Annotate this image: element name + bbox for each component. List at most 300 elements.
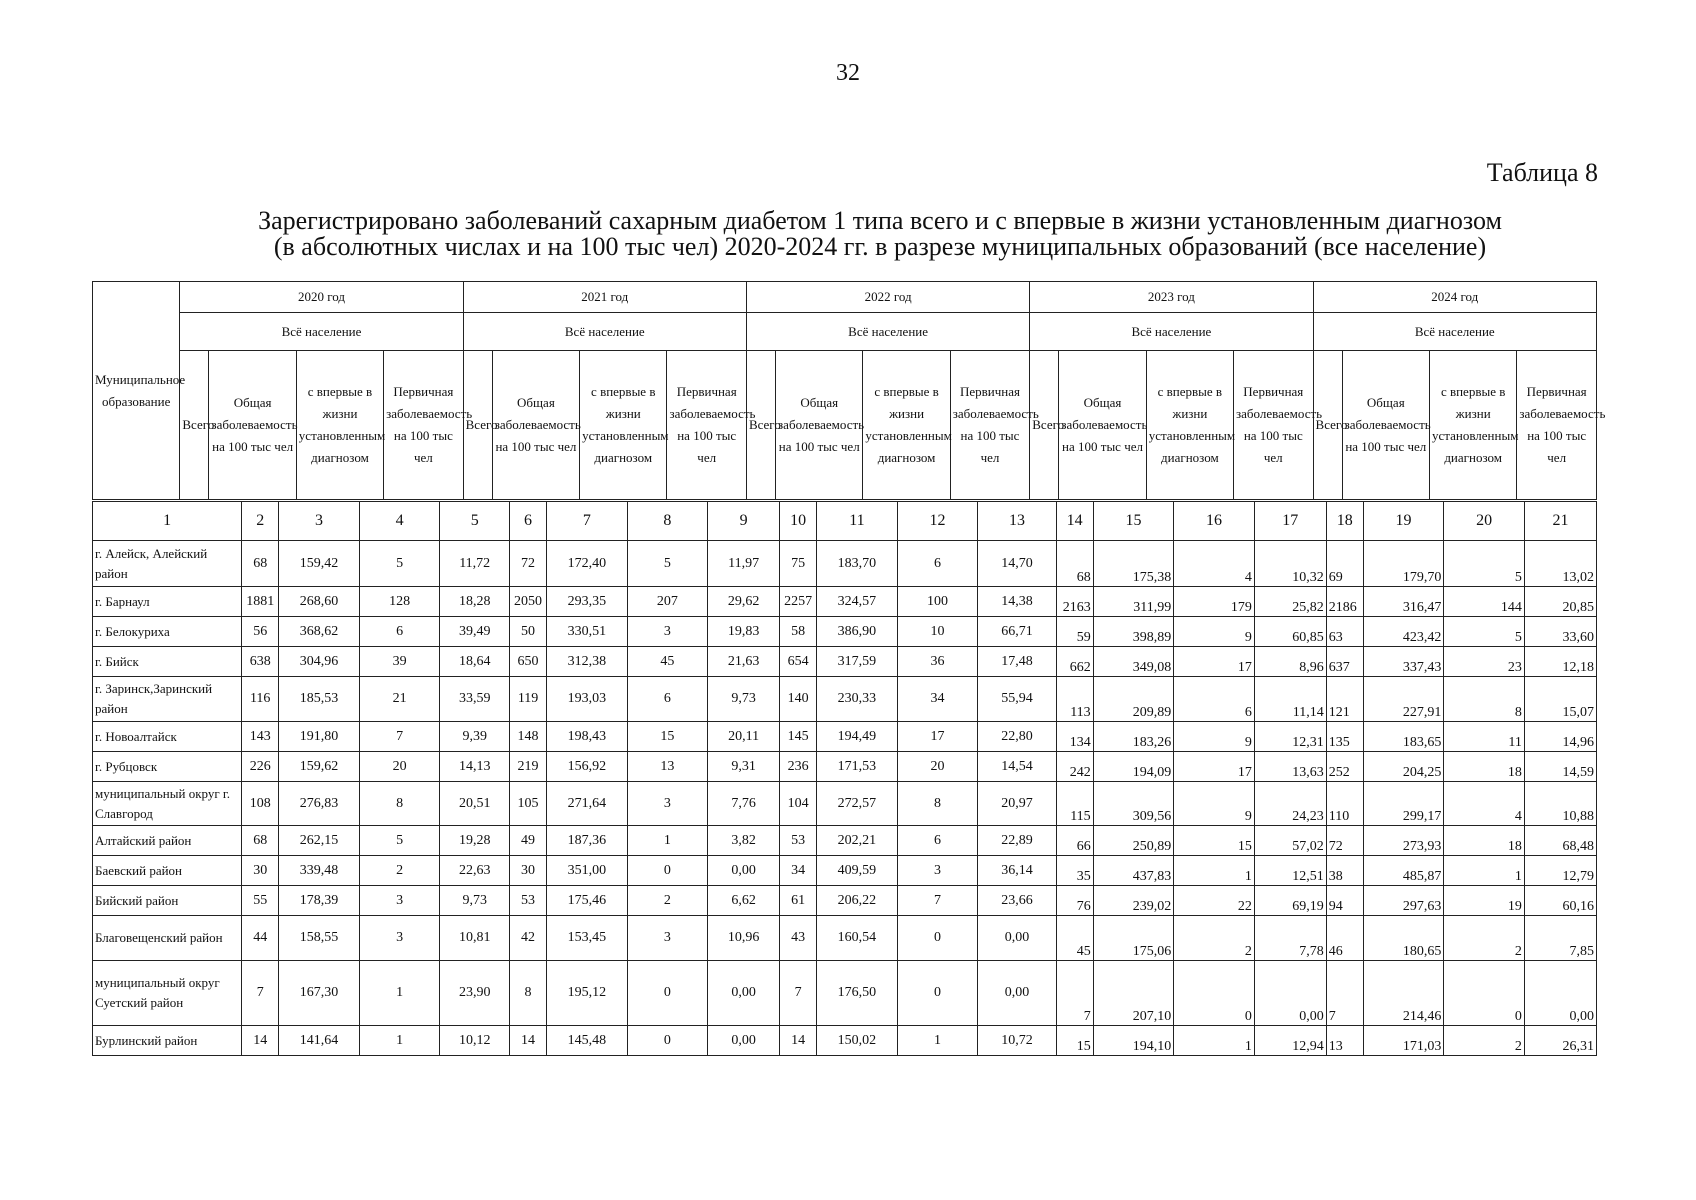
column-number: 21 xyxy=(1524,502,1596,541)
table-cell: 29,62 xyxy=(708,587,780,617)
table-row xyxy=(93,541,1597,587)
title-line-1: Зарегистрировано заболеваний сахарным диабетом 1 типа всего и с впервые в жизни установленным диагнозом xyxy=(258,206,1502,235)
table-cell: 202,21 xyxy=(817,826,898,856)
table-cell: 21 xyxy=(359,677,440,722)
header-population-row xyxy=(93,313,1597,351)
table-cell: 145 xyxy=(780,722,817,752)
column-number: 2 xyxy=(242,502,279,541)
table-cell: 206,22 xyxy=(817,886,898,916)
municipality-name: муниципальный округ г. Славгород xyxy=(93,782,242,826)
header-subcolumn: Первичная заболеваемость на 100 тыс чел xyxy=(1234,351,1314,500)
table-cell: 68,48 xyxy=(1524,826,1596,856)
header-year: 2020 год xyxy=(180,282,463,313)
table-cell: 143 xyxy=(242,722,279,752)
table-cell: 198,43 xyxy=(547,722,628,752)
table-cell: 317,59 xyxy=(817,647,898,677)
table-cell: 276,83 xyxy=(279,782,360,826)
table-cell: 18,64 xyxy=(440,647,510,677)
table-cell: 45 xyxy=(627,647,708,677)
header-year: 2021 год xyxy=(463,282,746,313)
table-cell: 22 xyxy=(1174,886,1255,916)
table-cell: 14 xyxy=(242,1026,279,1056)
table-cell: 9 xyxy=(1174,722,1255,752)
table-cell: 650 xyxy=(510,647,547,677)
column-number: 13 xyxy=(978,502,1056,541)
table-cell: 17,48 xyxy=(978,647,1056,677)
table-cell: 36 xyxy=(897,647,978,677)
table-cell: 194,09 xyxy=(1093,752,1174,782)
table-cell: 14,70 xyxy=(978,541,1056,587)
table-cell: 59 xyxy=(1056,617,1093,647)
table-cell: 183,26 xyxy=(1093,722,1174,752)
table-cell: 19,28 xyxy=(440,826,510,856)
table-row xyxy=(93,856,1597,886)
table-cell: 179,70 xyxy=(1363,541,1444,587)
table-cell: 312,38 xyxy=(547,647,628,677)
table-cell: 12,79 xyxy=(1524,856,1596,886)
header-subcolumn: с впервые в жизни установленным диагнозом xyxy=(580,351,667,500)
table-cell: 386,90 xyxy=(817,617,898,647)
table-cell: 304,96 xyxy=(279,647,360,677)
table-cell: 115 xyxy=(1056,782,1093,826)
table-cell: 108 xyxy=(242,782,279,826)
header-year: 2023 год xyxy=(1030,282,1313,313)
table-cell: 11,97 xyxy=(708,541,780,587)
table-cell: 250,89 xyxy=(1093,826,1174,856)
table-cell: 7 xyxy=(242,961,279,1026)
table-cell: 10,96 xyxy=(708,916,780,961)
table-cell: 175,06 xyxy=(1093,916,1174,961)
column-number-row xyxy=(93,502,1597,541)
table-cell: 14,96 xyxy=(1524,722,1596,752)
municipality-name: г. Белокуриха xyxy=(93,617,242,647)
page-number: 32 xyxy=(836,60,860,86)
table-cell: 349,08 xyxy=(1093,647,1174,677)
table-cell: 76 xyxy=(1056,886,1093,916)
table-cell: 437,83 xyxy=(1093,856,1174,886)
table-title xyxy=(150,208,1610,260)
table-cell: 56 xyxy=(242,617,279,647)
column-number: 18 xyxy=(1326,502,1363,541)
table-cell: 49 xyxy=(510,826,547,856)
table-row xyxy=(93,722,1597,752)
header-population: Всё население xyxy=(746,313,1029,351)
table-cell: 2 xyxy=(359,856,440,886)
table-label: Таблица 8 xyxy=(1486,158,1598,187)
data-table xyxy=(92,501,1597,1056)
table-cell: 3 xyxy=(359,886,440,916)
table-cell: 230,33 xyxy=(817,677,898,722)
table-row xyxy=(93,587,1597,617)
table-cell: 368,62 xyxy=(279,617,360,647)
table-cell: 15 xyxy=(1174,826,1255,856)
table-cell: 30 xyxy=(510,856,547,886)
municipality-name: Благовещенский район xyxy=(93,916,242,961)
table-cell: 110 xyxy=(1326,782,1363,826)
header-population: Всё население xyxy=(1030,313,1313,351)
table-cell: 134 xyxy=(1056,722,1093,752)
column-number: 16 xyxy=(1174,502,1255,541)
table-cell: 63 xyxy=(1326,617,1363,647)
table-cell: 272,57 xyxy=(817,782,898,826)
table-cell: 8,96 xyxy=(1254,647,1326,677)
table-cell: 19 xyxy=(1444,886,1525,916)
table-cell: 12,18 xyxy=(1524,647,1596,677)
table-cell: 662 xyxy=(1056,647,1093,677)
table-row xyxy=(93,1026,1597,1056)
column-number: 7 xyxy=(547,502,628,541)
table-cell: 1 xyxy=(1174,1026,1255,1056)
table-cell: 204,25 xyxy=(1363,752,1444,782)
table-cell: 26,31 xyxy=(1524,1026,1596,1056)
table-cell: 5 xyxy=(1444,541,1525,587)
table-cell: 2 xyxy=(1444,1026,1525,1056)
table-cell: 55 xyxy=(242,886,279,916)
table-cell: 20 xyxy=(359,752,440,782)
table-cell: 0,00 xyxy=(1254,961,1326,1026)
table-cell: 214,46 xyxy=(1363,961,1444,1026)
municipality-name: Бийский район xyxy=(93,886,242,916)
table-cell: 12,94 xyxy=(1254,1026,1326,1056)
table-cell: 0 xyxy=(627,1026,708,1056)
table-cell: 268,60 xyxy=(279,587,360,617)
table-cell: 339,48 xyxy=(279,856,360,886)
table-cell: 0 xyxy=(1174,961,1255,1026)
table-cell: 22,89 xyxy=(978,826,1056,856)
column-number: 9 xyxy=(708,502,780,541)
table-cell: 15 xyxy=(1056,1026,1093,1056)
table-cell: 2050 xyxy=(510,587,547,617)
table-cell: 25,82 xyxy=(1254,587,1326,617)
table-cell: 23,90 xyxy=(440,961,510,1026)
header-subcolumn: с впервые в жизни установленным диагнозом xyxy=(296,351,383,500)
table-cell: 39,49 xyxy=(440,617,510,647)
table-cell: 53 xyxy=(780,826,817,856)
column-number: 11 xyxy=(817,502,898,541)
table-cell: 10,81 xyxy=(440,916,510,961)
table-cell: 75 xyxy=(780,541,817,587)
table-cell: 128 xyxy=(359,587,440,617)
table-cell: 22,63 xyxy=(440,856,510,886)
table-cell: 5 xyxy=(359,541,440,587)
table-cell: 8 xyxy=(897,782,978,826)
table-row xyxy=(93,677,1597,722)
column-number: 5 xyxy=(440,502,510,541)
table-cell: 14,13 xyxy=(440,752,510,782)
table-cell: 299,17 xyxy=(1363,782,1444,826)
table-cell: 183,70 xyxy=(817,541,898,587)
table-cell: 0 xyxy=(627,961,708,1026)
table-cell: 68 xyxy=(242,826,279,856)
table-cell: 68 xyxy=(1056,541,1093,587)
table-cell: 7 xyxy=(897,886,978,916)
table-cell: 46 xyxy=(1326,916,1363,961)
table-cell: 187,36 xyxy=(547,826,628,856)
table-cell: 637 xyxy=(1326,647,1363,677)
table-cell: 2 xyxy=(1444,916,1525,961)
table-cell: 11 xyxy=(1444,722,1525,752)
table-cell: 23 xyxy=(1444,647,1525,677)
table-cell: 2257 xyxy=(780,587,817,617)
table-cell: 20,11 xyxy=(708,722,780,752)
table-cell: 5 xyxy=(627,541,708,587)
table-cell: 7,78 xyxy=(1254,916,1326,961)
header-subcolumn: Первичная заболеваемость на 100 тыс чел xyxy=(950,351,1030,500)
table-cell: 0 xyxy=(897,916,978,961)
table-cell: 13 xyxy=(1326,1026,1363,1056)
table-cell: 60,16 xyxy=(1524,886,1596,916)
table-cell: 0 xyxy=(897,961,978,1026)
table-cell: 104 xyxy=(780,782,817,826)
table-cell: 12,51 xyxy=(1254,856,1326,886)
table-cell: 638 xyxy=(242,647,279,677)
table-cell: 100 xyxy=(897,587,978,617)
table-cell: 69,19 xyxy=(1254,886,1326,916)
column-number: 1 xyxy=(93,502,242,541)
table-cell: 171,03 xyxy=(1363,1026,1444,1056)
header-subcolumn: Всего xyxy=(180,351,209,500)
municipality-name: Бурлинский район xyxy=(93,1026,242,1056)
table-cell: 72 xyxy=(510,541,547,587)
table-cell: 1881 xyxy=(242,587,279,617)
header-subcolumn: Всего xyxy=(1030,351,1059,500)
table-cell: 3,82 xyxy=(708,826,780,856)
table-cell: 193,03 xyxy=(547,677,628,722)
table-cell: 148 xyxy=(510,722,547,752)
table-row xyxy=(93,961,1597,1026)
table-cell: 14,38 xyxy=(978,587,1056,617)
table-cell: 3 xyxy=(627,617,708,647)
header-year: 2022 год xyxy=(746,282,1029,313)
header-subcolumn: Первичная заболеваемость на 100 тыс чел xyxy=(384,351,464,500)
table-cell: 3 xyxy=(359,916,440,961)
table-cell: 0,00 xyxy=(708,1026,780,1056)
table-cell: 68 xyxy=(242,541,279,587)
table-cell: 178,39 xyxy=(279,886,360,916)
table-cell: 7 xyxy=(780,961,817,1026)
table-cell: 330,51 xyxy=(547,617,628,647)
table-cell: 219 xyxy=(510,752,547,782)
table-cell: 6 xyxy=(897,826,978,856)
table-cell: 113 xyxy=(1056,677,1093,722)
table-cell: 423,42 xyxy=(1363,617,1444,647)
table-cell: 4 xyxy=(1174,541,1255,587)
table-cell: 105 xyxy=(510,782,547,826)
table-cell: 19,83 xyxy=(708,617,780,647)
header-subcolumn: Всего xyxy=(1313,351,1342,500)
table-cell: 9 xyxy=(1174,617,1255,647)
column-number: 20 xyxy=(1444,502,1525,541)
header-subcolumn: Всего xyxy=(746,351,775,500)
table-cell: 23,66 xyxy=(978,886,1056,916)
table-cell: 8 xyxy=(1444,677,1525,722)
table-cell: 8 xyxy=(359,782,440,826)
table-cell: 236 xyxy=(780,752,817,782)
table-cell: 207 xyxy=(627,587,708,617)
table-cell: 0,00 xyxy=(708,961,780,1026)
municipality-name: Алтайский район xyxy=(93,826,242,856)
header-subcolumn: Всего xyxy=(463,351,492,500)
table-cell: 409,59 xyxy=(817,856,898,886)
table-cell: 262,15 xyxy=(279,826,360,856)
table-cell: 0,00 xyxy=(1524,961,1596,1026)
table-cell: 0,00 xyxy=(978,916,1056,961)
table-cell: 5 xyxy=(359,826,440,856)
table-cell: 1 xyxy=(627,826,708,856)
table-cell: 13,02 xyxy=(1524,541,1596,587)
header-subcolumn: Первичная заболеваемость на 100 тыс чел xyxy=(1517,351,1597,500)
table-cell: 194,10 xyxy=(1093,1026,1174,1056)
column-number: 14 xyxy=(1056,502,1093,541)
table-cell: 0 xyxy=(1444,961,1525,1026)
table-cell: 293,35 xyxy=(547,587,628,617)
table-cell: 13 xyxy=(627,752,708,782)
table-cell: 297,63 xyxy=(1363,886,1444,916)
table-cell: 44 xyxy=(242,916,279,961)
table-header xyxy=(92,281,1606,500)
table-cell: 9,31 xyxy=(708,752,780,782)
column-number: 6 xyxy=(510,502,547,541)
table-cell: 21,63 xyxy=(708,647,780,677)
table-cell: 14 xyxy=(780,1026,817,1056)
table-cell: 135 xyxy=(1326,722,1363,752)
table-cell: 3 xyxy=(627,916,708,961)
table-cell: 20,97 xyxy=(978,782,1056,826)
table-cell: 9,73 xyxy=(708,677,780,722)
table-cell: 10,12 xyxy=(440,1026,510,1056)
table-row xyxy=(93,617,1597,647)
municipality-name: г. Заринск,Заринский район xyxy=(93,677,242,722)
column-number: 19 xyxy=(1363,502,1444,541)
header-subcolumn: с впервые в жизни установленным диагнозом xyxy=(863,351,950,500)
table-cell: 1 xyxy=(1444,856,1525,886)
table-cell: 43 xyxy=(780,916,817,961)
table-cell: 10,32 xyxy=(1254,541,1326,587)
table-cell: 55,94 xyxy=(978,677,1056,722)
table-row xyxy=(93,752,1597,782)
header-subcolumn: с впервые в жизни установленным диагнозом xyxy=(1429,351,1516,500)
column-number: 15 xyxy=(1093,502,1174,541)
table-cell: 13,63 xyxy=(1254,752,1326,782)
table-cell: 6 xyxy=(897,541,978,587)
table-cell: 3 xyxy=(897,856,978,886)
table-cell: 311,99 xyxy=(1093,587,1174,617)
table-cell: 153,45 xyxy=(547,916,628,961)
table-cell: 22,80 xyxy=(978,722,1056,752)
table-cell: 7,76 xyxy=(708,782,780,826)
table-cell: 18 xyxy=(1444,826,1525,856)
table-cell: 39 xyxy=(359,647,440,677)
table-cell: 167,30 xyxy=(279,961,360,1026)
table-row xyxy=(93,886,1597,916)
header-subcolumn: Общая заболеваемость на 100 тыс чел xyxy=(209,351,296,500)
table-cell: 33,59 xyxy=(440,677,510,722)
table-cell: 66 xyxy=(1056,826,1093,856)
table-cell: 11,72 xyxy=(440,541,510,587)
table-cell: 57,02 xyxy=(1254,826,1326,856)
column-number: 17 xyxy=(1254,502,1326,541)
table-cell: 242 xyxy=(1056,752,1093,782)
table-cell: 316,47 xyxy=(1363,587,1444,617)
table-cell: 24,23 xyxy=(1254,782,1326,826)
table-cell: 175,46 xyxy=(547,886,628,916)
header-year: 2024 год xyxy=(1313,282,1596,313)
table-cell: 180,65 xyxy=(1363,916,1444,961)
table-cell: 9,73 xyxy=(440,886,510,916)
table-cell: 195,12 xyxy=(547,961,628,1026)
table-cell: 10 xyxy=(897,617,978,647)
table-cell: 15 xyxy=(627,722,708,752)
table-cell: 1 xyxy=(897,1026,978,1056)
table-cell: 14 xyxy=(510,1026,547,1056)
header-population: Всё население xyxy=(1313,313,1596,351)
header-year-row xyxy=(93,282,1597,313)
table-row xyxy=(93,647,1597,677)
table-cell: 58 xyxy=(780,617,817,647)
municipality-name: г. Новоалтайск xyxy=(93,722,242,752)
table-cell: 654 xyxy=(780,647,817,677)
table-cell: 191,80 xyxy=(279,722,360,752)
table-cell: 45 xyxy=(1056,916,1093,961)
table-cell: 5 xyxy=(1444,617,1525,647)
table-cell: 7 xyxy=(359,722,440,752)
table-cell: 53 xyxy=(510,886,547,916)
header-subcolumn: с впервые в жизни установленным диагнозом xyxy=(1146,351,1233,500)
table-row xyxy=(93,782,1597,826)
table-cell: 150,02 xyxy=(817,1026,898,1056)
title-line-2: (в абсолютных числах и на 100 тыс чел) 2020-2024 гг. в разрезе муниципальных образований (все население) xyxy=(273,232,1487,261)
table-cell: 271,64 xyxy=(547,782,628,826)
table-cell: 72 xyxy=(1326,826,1363,856)
table-cell: 159,62 xyxy=(279,752,360,782)
table-cell: 0,00 xyxy=(978,961,1056,1026)
table-cell: 6 xyxy=(359,617,440,647)
table-cell: 140 xyxy=(780,677,817,722)
table-cell: 309,56 xyxy=(1093,782,1174,826)
table-cell: 194,49 xyxy=(817,722,898,752)
municipality-name: г. Рубцовск xyxy=(93,752,242,782)
table-cell: 20,51 xyxy=(440,782,510,826)
municipality-name: Баевский район xyxy=(93,856,242,886)
table-cell: 485,87 xyxy=(1363,856,1444,886)
table-cell: 2186 xyxy=(1326,587,1363,617)
municipality-name: муниципальный округ Суетский район xyxy=(93,961,242,1026)
table-cell: 145,48 xyxy=(547,1026,628,1056)
table-cell: 158,55 xyxy=(279,916,360,961)
table-cell: 20 xyxy=(897,752,978,782)
table-cell: 273,93 xyxy=(1363,826,1444,856)
municipality-name: г. Барнаул xyxy=(93,587,242,617)
table-cell: 17 xyxy=(1174,647,1255,677)
header-municipality: Муниципальное образование xyxy=(93,282,180,500)
table-cell: 18 xyxy=(1444,752,1525,782)
table-cell: 69 xyxy=(1326,541,1363,587)
header-population: Всё население xyxy=(180,313,463,351)
table-cell: 9 xyxy=(1174,782,1255,826)
table-cell: 0 xyxy=(627,856,708,886)
header-subcolumn: Общая заболеваемость на 100 тыс чел xyxy=(1342,351,1429,500)
table-cell: 7 xyxy=(1326,961,1363,1026)
table-cell: 4 xyxy=(1444,782,1525,826)
table-cell: 8 xyxy=(510,961,547,1026)
table-cell: 38 xyxy=(1326,856,1363,886)
table-cell: 3 xyxy=(627,782,708,826)
table-cell: 17 xyxy=(897,722,978,752)
table-cell: 33,60 xyxy=(1524,617,1596,647)
table-cell: 141,64 xyxy=(279,1026,360,1056)
table-cell: 36,14 xyxy=(978,856,1056,886)
header-subcolumn: Общая заболеваемость на 100 тыс чел xyxy=(776,351,863,500)
